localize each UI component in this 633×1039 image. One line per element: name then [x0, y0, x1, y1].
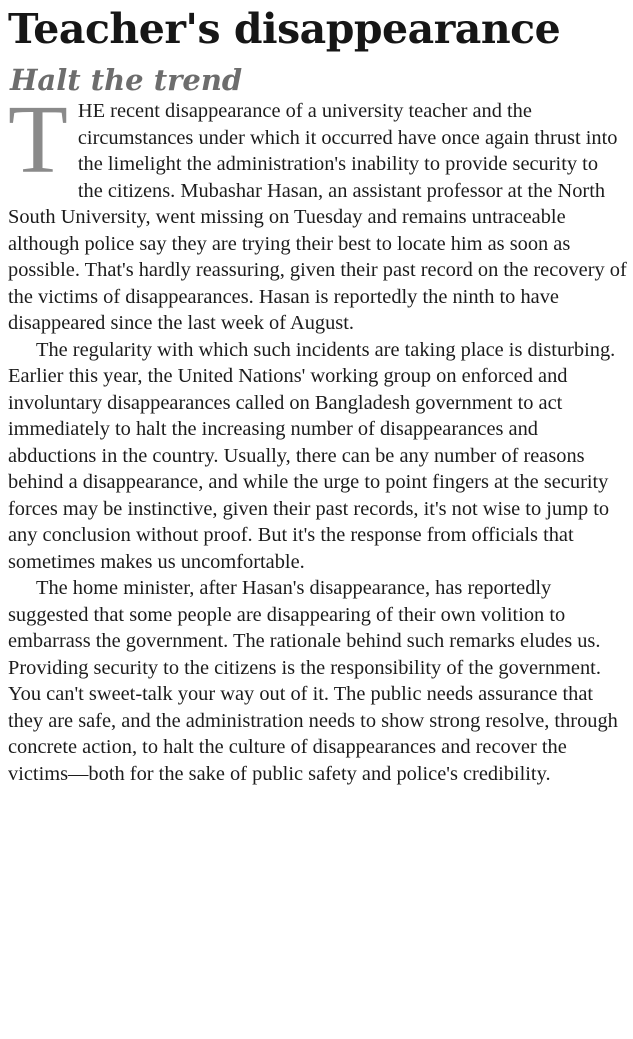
article-paragraph-2: The regularity with which such incidents are taking place is disturbing. Earlier this year, the United Nations' working group on enforced and involuntary disappearances called on Bangladesh government to act immediately to halt the increasing number of disappearances and abductions in the country. Usually, there can be any number of reasons behind a disappearance, and while the urge to point fingers at the security forces may be instinctive, given their past records, it's not wise to jump to any conclusion without proof. But it's the response from officials that sometimes makes us uncomfortable.: [8, 338, 616, 573]
editorial-article: [8, 0, 628, 787]
paragraph-1-text: HE recent disappearance of a university teacher and the circumstances under which it occurred have once again thrust into the limelight the administration's inability to provide security to the citizens. Mubashar Hasan, an assistant professor at the North South University, went missing on Tuesday and remains untraceable although police say they are trying their best to locate him as soon as possible. That's hardly reassuring, given their past record on the recovery of the victims of disappearances. Hasan is reportedly the ninth to have disappeared since the last week of August.: [8, 100, 627, 334]
article-headline: Teacher's disappearance: [8, 5, 561, 53]
drop-cap-letter: T: [8, 86, 68, 194]
article-body: [8, 86, 628, 787]
article-paragraph-1: [8, 86, 628, 337]
article-paragraph-3: The home minister, after Hasan's disappearance, has reportedly suggested that some people are disappearing of their own volition to embarrass the government. The rationale behind such remarks eludes us. Providing security to the citizens is the responsibility of the government. You can't sweet-talk your way out of it. The public needs assurance that they are safe, and the administration needs to show strong resolve, through concrete action, to halt the culture of disappearances and recover the victims—both for the sake of public safety and police's credibility.: [8, 577, 618, 785]
article-subheadline: Halt the trend: [10, 63, 243, 97]
